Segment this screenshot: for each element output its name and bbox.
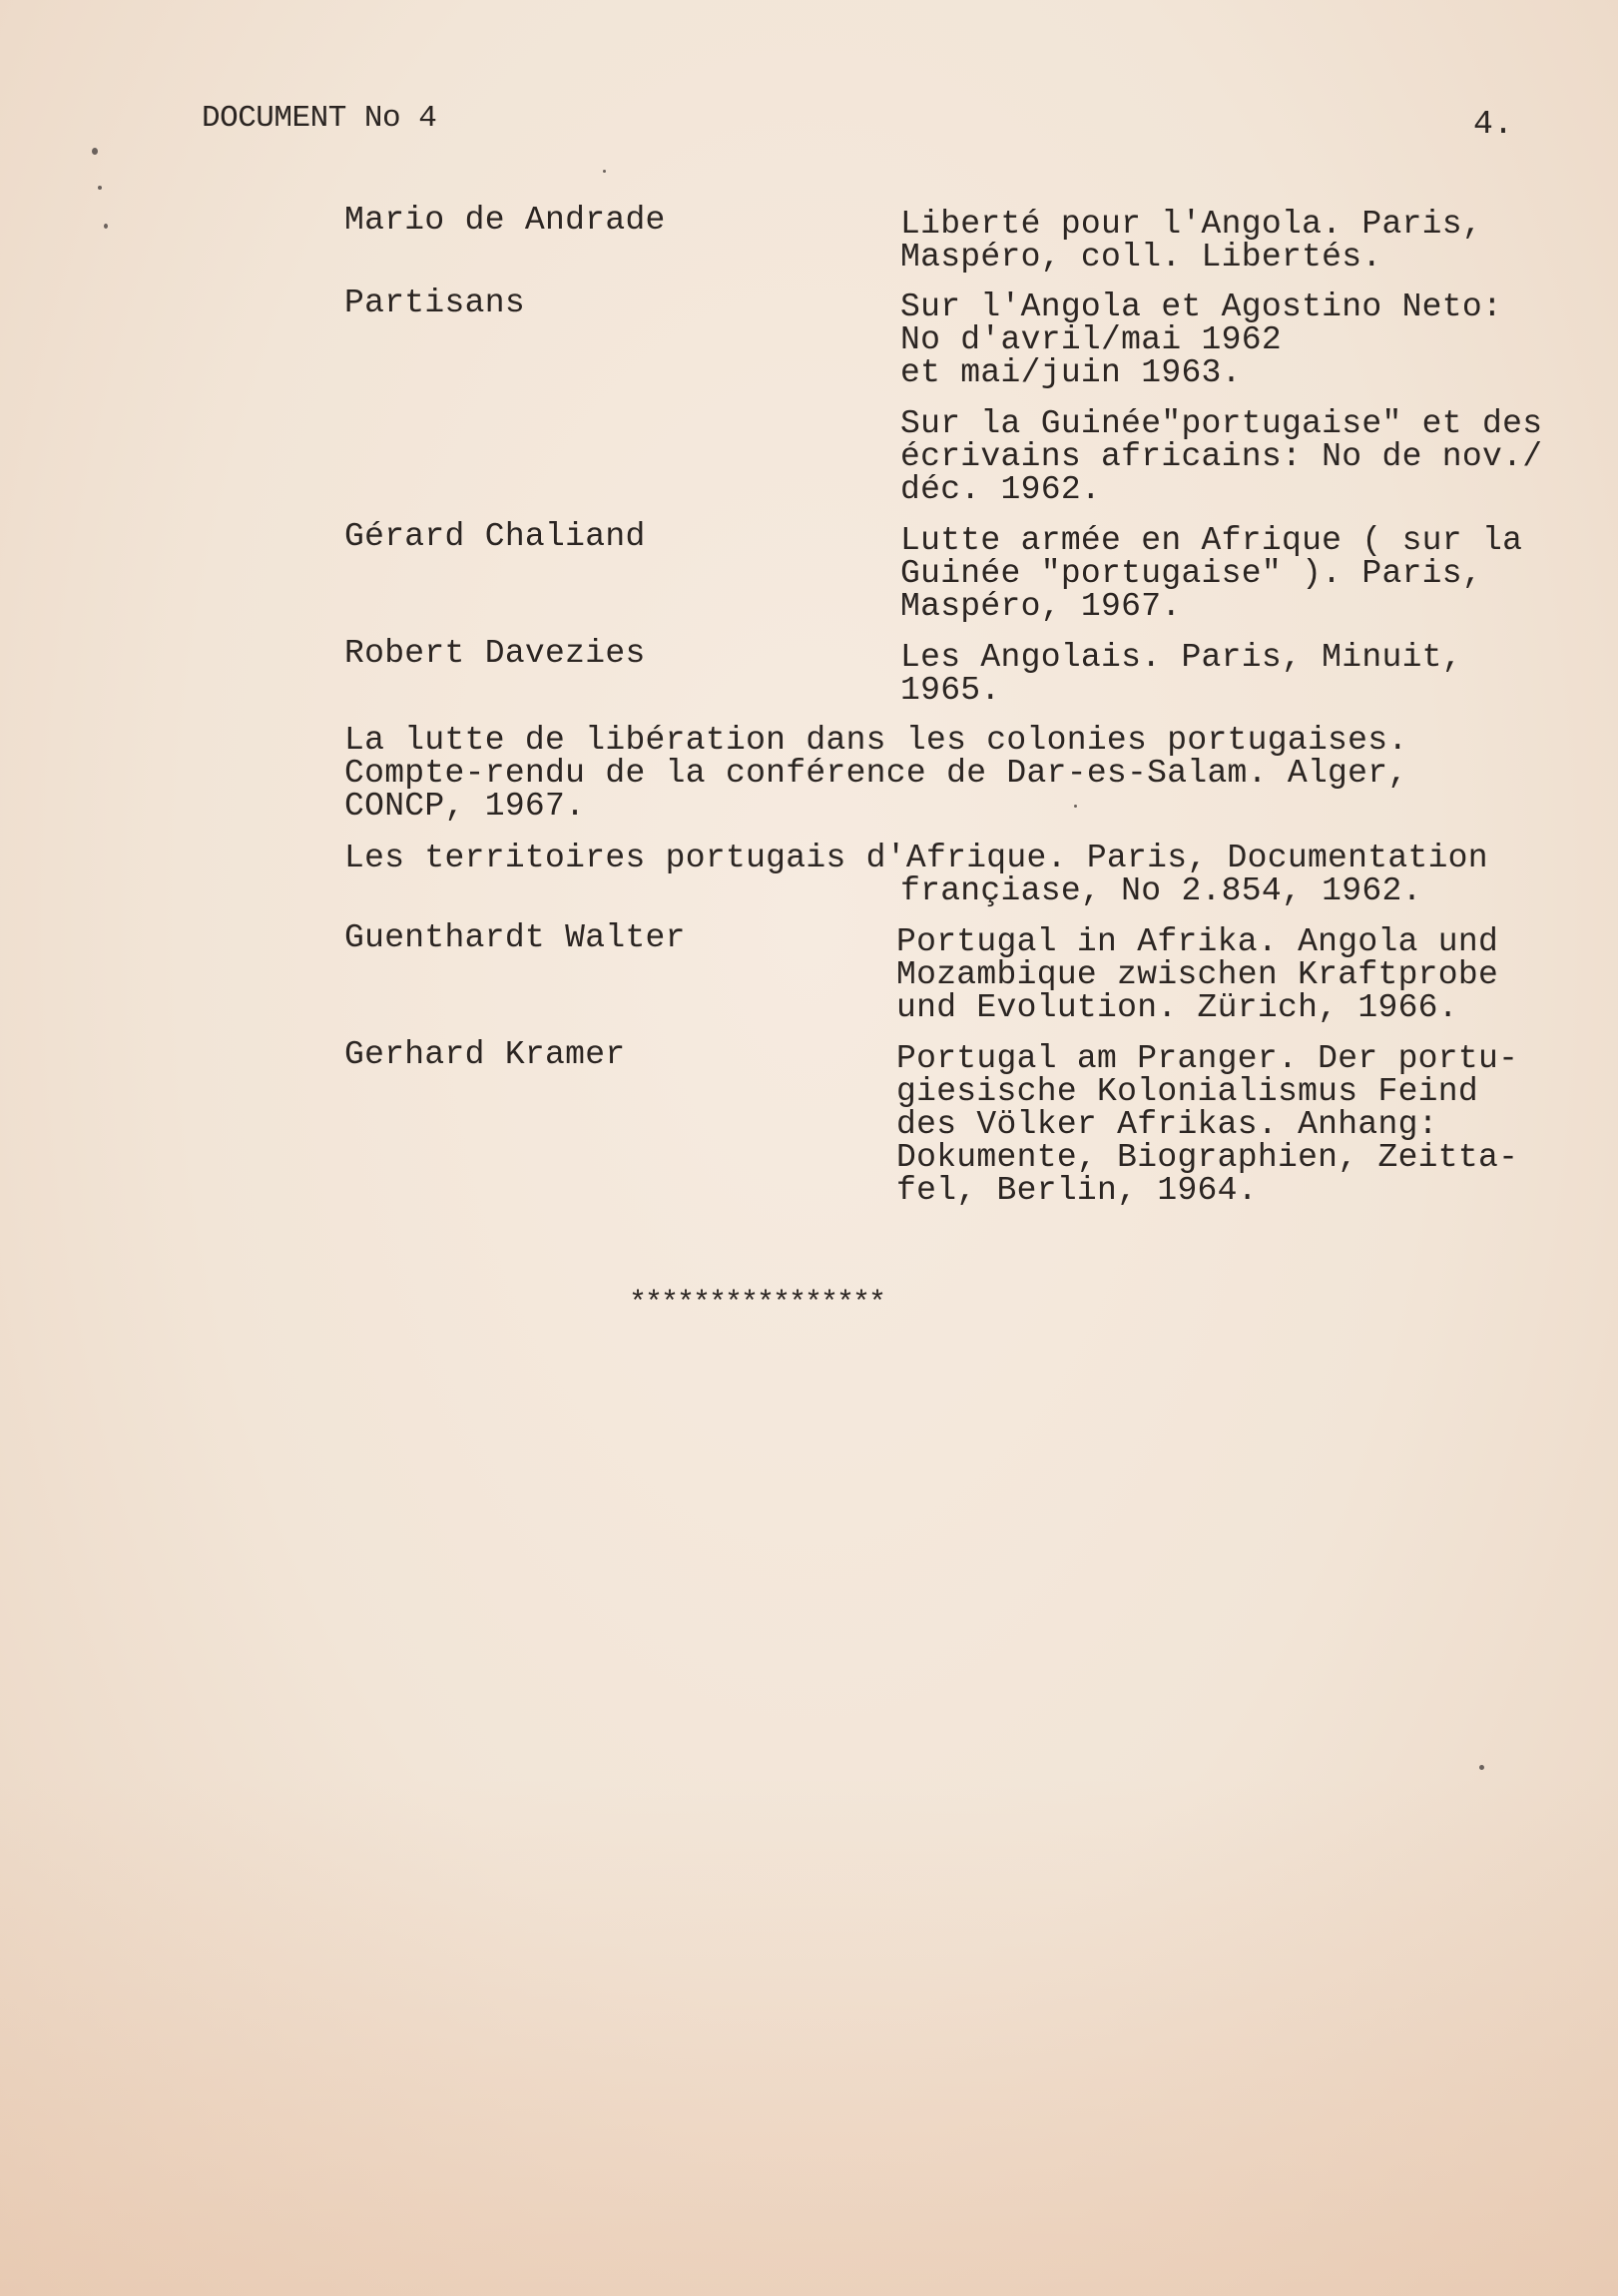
entry-line: Sur la Guinée"portugaise" et des xyxy=(900,405,1543,442)
entry-author: Gerhard Kramer xyxy=(344,1036,626,1073)
entry-line: Les Angolais. Paris, Minuit, xyxy=(900,639,1462,676)
entry-line: 1965. xyxy=(900,672,1001,709)
entry-line: fel, Berlin, 1964. xyxy=(896,1172,1258,1209)
entry-line: giesische Kolonialismus Feind xyxy=(896,1073,1478,1110)
entry-line: Maspéro, 1967. xyxy=(900,588,1182,625)
entry-line: Portugal am Pranger. Der portu- xyxy=(896,1040,1519,1077)
paper-speck xyxy=(1074,805,1077,808)
entry-line: Dokumente, Biographien, Zeitta- xyxy=(896,1139,1519,1176)
entry-line: Sur l'Angola et Agostino Neto: xyxy=(900,288,1503,325)
document-title: DOCUMENT No 4 xyxy=(202,101,437,136)
paper-speck xyxy=(1479,1765,1484,1770)
entry-line: Portugal in Afrika. Angola und xyxy=(896,923,1499,960)
entry-line: Liberté pour l'Angola. Paris, xyxy=(900,206,1482,243)
paper-shading xyxy=(0,1777,1618,2296)
entry-line: françiase, No 2.854, 1962. xyxy=(900,872,1422,909)
end-marker: **************** xyxy=(629,1287,885,1321)
entry-line: et mai/juin 1963. xyxy=(900,354,1242,391)
paper-speck xyxy=(92,148,98,155)
entry-line: Les territoires portugais d'Afrique. Paris, Documentation xyxy=(344,840,1488,876)
entry-line: Maspéro, coll. Libertés. xyxy=(900,239,1382,276)
entry-author: Gérard Chaliand xyxy=(344,518,646,555)
entry-author: Guenthardt Walter xyxy=(344,919,686,956)
entry-line: Mozambique zwischen Kraftprobe xyxy=(896,956,1499,993)
entry-line: und Evolution. Zürich, 1966. xyxy=(896,989,1458,1026)
paper-speck xyxy=(104,224,108,229)
entry-line: Lutte armée en Afrique ( sur la xyxy=(900,522,1523,559)
entry-line: Guinée "portugaise" ). Paris, xyxy=(900,555,1482,592)
entry-line: Compte-rendu de la conférence de Dar-es-Salam. Alger, xyxy=(344,755,1408,792)
page-number: 4. xyxy=(1473,106,1514,143)
entry-author: Robert Davezies xyxy=(344,635,646,672)
paper-speck xyxy=(603,170,606,173)
paper-speck xyxy=(98,186,102,190)
entry-line: déc. 1962. xyxy=(900,471,1102,508)
entry-line: CONCP, 1967. xyxy=(344,788,586,825)
entry-line: No d'avril/mai 1962 xyxy=(900,321,1282,358)
entry-author: Partisans xyxy=(344,285,525,321)
entry-author: Mario de Andrade xyxy=(344,202,666,239)
entry-line: La lutte de libération dans les colonies portugaises. xyxy=(344,722,1408,759)
entry-line: écrivains africains: No de nov./ xyxy=(900,438,1543,475)
entry-line: des Völker Afrikas. Anhang: xyxy=(896,1106,1438,1143)
